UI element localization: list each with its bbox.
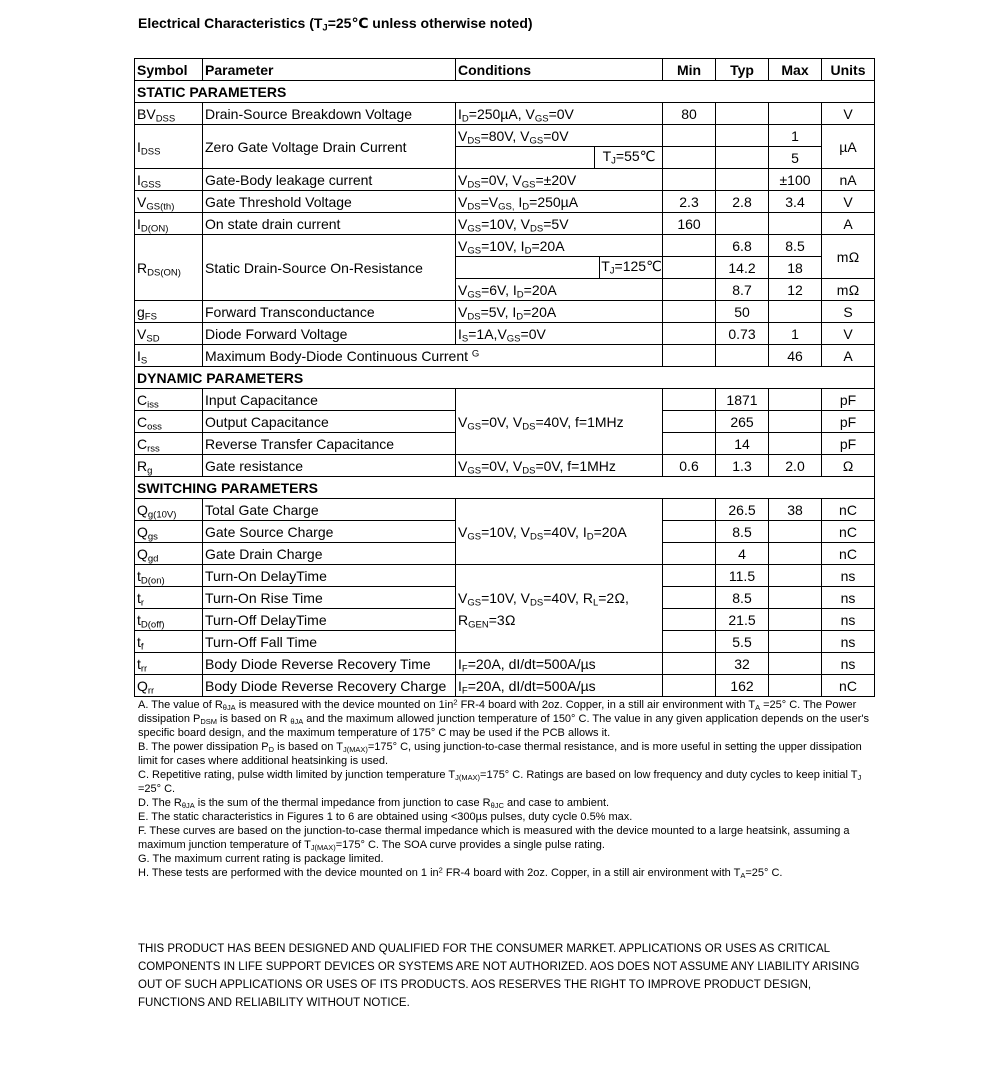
footnote: B. The power dissipation $P_D$ is based on $T_{J(MAX)}=175^\circ$ C, using junction-to-case thermal resistance, and is more useful in setting the upper dissipation limit for cases where additional heatsinking is used. xyxy=(138,741,862,767)
min-cell: 0.6 xyxy=(663,455,716,477)
table-header-row xyxy=(135,59,875,81)
typ-cell xyxy=(716,345,769,367)
conditions-cell: $V_{DS}=0V$, $V_{GS}=\pm 20V$ xyxy=(456,169,663,191)
min-cell xyxy=(663,631,716,653)
units-cell: ns xyxy=(822,653,875,675)
max-cell: 38 xyxy=(769,499,822,521)
units-cell: pF xyxy=(822,433,875,455)
table-row xyxy=(135,103,875,125)
parameter-cell: Gate resistance xyxy=(203,455,456,477)
table-row xyxy=(135,675,875,697)
symbol-cell: $BV_{DSS}$ xyxy=(135,103,203,125)
min-cell: 2.3 xyxy=(663,191,716,213)
typ-cell: 8.5 xyxy=(716,587,769,609)
conditions-cell: $V_{DS}=V_{GS,}$ $I_D=250\mu A$ xyxy=(456,191,663,213)
max-cell: 5 xyxy=(769,147,822,169)
units-cell: V xyxy=(822,103,875,125)
max-cell xyxy=(769,675,822,697)
page-title: Electrical Characteristics ($T_J=25℃$ unless otherwise noted) xyxy=(138,15,533,34)
symbol-cell: $Q_{gs}$ xyxy=(135,521,203,543)
symbol-cell: $t_f$ xyxy=(135,631,203,653)
min-cell xyxy=(663,499,716,521)
table-row xyxy=(135,653,875,675)
typ-cell: 14.2 xyxy=(716,257,769,279)
min-cell xyxy=(663,675,716,697)
typ-cell: 1.3 xyxy=(716,455,769,477)
typ-cell xyxy=(716,213,769,235)
header-max: Max xyxy=(769,59,822,81)
parameter-cell: Gate Drain Charge xyxy=(203,543,456,565)
table-row xyxy=(135,213,875,235)
conditions-cell: $I_S=1A,V_{GS}=0V$ xyxy=(456,323,663,345)
max-cell xyxy=(769,653,822,675)
typ-cell: 162 xyxy=(716,675,769,697)
units-cell: A xyxy=(822,213,875,235)
symbol-cell: $I_{D(ON)}$ xyxy=(135,213,203,235)
parameter-cell: Zero Gate Voltage Drain Current xyxy=(203,125,456,169)
table-row xyxy=(135,191,875,213)
table-row xyxy=(135,565,875,587)
footnote: H. These tests are performed with the device mounted on 1 $in^2$ FR-4 board with 2oz. Copper, in a still air environment with $T_A=25^\circ$ C. xyxy=(138,865,783,880)
max-cell: 18 xyxy=(769,257,822,279)
footnotes xyxy=(138,698,878,880)
max-cell xyxy=(769,587,822,609)
max-cell xyxy=(769,213,822,235)
units-cell: nC xyxy=(822,521,875,543)
header-symbol: Symbol xyxy=(135,59,203,81)
typ-cell: 1871 xyxy=(716,389,769,411)
parameter-cell: Reverse Transfer Capacitance xyxy=(203,433,456,455)
conditions-cell: $V_{GS}=10V$, $V_{DS}=40V$, $R_L=2Ω$, $R_{GEN}=3Ω$ xyxy=(456,565,663,653)
conditions-cell: $V_{GS}=6V$, $I_D=20A$ xyxy=(456,279,663,301)
min-cell xyxy=(663,279,716,301)
units-cell: pF xyxy=(822,389,875,411)
table-row xyxy=(135,235,875,257)
symbol-cell: $t_{D(off)}$ xyxy=(135,609,203,631)
typ-cell xyxy=(716,103,769,125)
parameter-cell: Body Diode Reverse Recovery Charge xyxy=(203,675,456,697)
min-cell xyxy=(663,147,716,169)
disclaimer: THIS PRODUCT HAS BEEN DESIGNED AND QUALIFIED FOR THE CONSUMER MARKET. APPLICATIONS OR USES AS CRITICAL COMPONENTS IN LIFE SUPPORT DEVICES OR SYSTEMS ARE NOT AUTHORIZED. AOS DOES NOT ASSUME ANY LIABILITY ARISING OUT OF SUCH APPLICATIONS OR USES OF ITS PRODUCTS. AOS RESERVES THE RIGHT TO IMPROVE PRODUCT DESIGN, FUNCTIONS AND RELIABILITY WITHOUT NOTICE. xyxy=(138,943,860,1009)
units-cell: mΩ xyxy=(822,279,875,301)
typ-cell: 265 xyxy=(716,411,769,433)
units-cell: A xyxy=(822,345,875,367)
units-cell: V xyxy=(822,323,875,345)
typ-cell: 32 xyxy=(716,653,769,675)
max-cell xyxy=(769,389,822,411)
typ-cell xyxy=(716,147,769,169)
conditions-cell: $I_F=20A$, dI/dt=500A/µs xyxy=(456,675,663,697)
table-row xyxy=(135,323,875,345)
min-cell xyxy=(663,125,716,147)
max-cell xyxy=(769,103,822,125)
typ-cell: 50 xyxy=(716,301,769,323)
symbol-cell: $I_S$ xyxy=(135,345,203,367)
units-cell: pF xyxy=(822,411,875,433)
max-cell: ±100 xyxy=(769,169,822,191)
min-cell: 160 xyxy=(663,213,716,235)
max-cell: 12 xyxy=(769,279,822,301)
min-cell xyxy=(663,169,716,191)
parameter-cell: Forward Transconductance xyxy=(203,301,456,323)
typ-cell: 26.5 xyxy=(716,499,769,521)
units-cell: nC xyxy=(822,675,875,697)
symbol-cell: $I_{DSS}$ xyxy=(135,125,203,169)
parameter-cell: Turn-On DelayTime xyxy=(203,565,456,587)
typ-cell xyxy=(716,169,769,191)
conditions-cell: $V_{GS}=10V$, $V_{DS}=40V$, $I_D=20A$ xyxy=(456,499,663,565)
typ-cell: 2.8 xyxy=(716,191,769,213)
parameter-cell: Turn-Off DelayTime xyxy=(203,609,456,631)
tj-condition: $T_J=55℃$ xyxy=(594,147,663,169)
table-row xyxy=(135,389,875,411)
symbol-cell: $C_{rss}$ xyxy=(135,433,203,455)
max-cell: 46 xyxy=(769,345,822,367)
symbol-cell: $t_r$ xyxy=(135,587,203,609)
parameter-cell: Diode Forward Voltage xyxy=(203,323,456,345)
max-cell xyxy=(769,301,822,323)
units-cell: nC xyxy=(822,499,875,521)
conditions-cell: $V_{DS}=5V$, $I_D=20A$ xyxy=(456,301,663,323)
typ-cell: 4 xyxy=(716,543,769,565)
footnote: F. These curves are based on the junction-to-case thermal impedance which is measured with the device mounted to a large heatsink, assuming a maximum junction temperature of $T_{J(MAX)}=175^\circ$ C. The SOA curve provides a single pulse rating. xyxy=(138,825,850,852)
symbol-cell: $I_{GSS}$ xyxy=(135,169,203,191)
symbol-cell: $t_{rr}$ xyxy=(135,653,203,675)
min-cell xyxy=(663,301,716,323)
parameter-cell: Output Capacitance xyxy=(203,411,456,433)
conditions-cell xyxy=(456,257,663,279)
symbol-cell: $t_{D(on)}$ xyxy=(135,565,203,587)
min-cell xyxy=(663,543,716,565)
table-row xyxy=(135,499,875,521)
units-cell: S xyxy=(822,301,875,323)
parameter-cell: Drain-Source Breakdown Voltage xyxy=(203,103,456,125)
typ-cell: 5.5 xyxy=(716,631,769,653)
parameter-cell: Gate-Body leakage current xyxy=(203,169,456,191)
units-cell: mΩ xyxy=(822,235,875,279)
table-row xyxy=(135,301,875,323)
conditions-cell: $I_F=20A$, dI/dt=500A/µs xyxy=(456,653,663,675)
max-cell: 3.4 xyxy=(769,191,822,213)
parameter-cell: Input Capacitance xyxy=(203,389,456,411)
units-cell: µA xyxy=(822,125,875,169)
symbol-cell: $Q_{gd}$ xyxy=(135,543,203,565)
table-row xyxy=(135,125,875,147)
min-cell xyxy=(663,389,716,411)
units-cell: nA xyxy=(822,169,875,191)
min-cell xyxy=(663,609,716,631)
max-cell: 2.0 xyxy=(769,455,822,477)
footnote: C. Repetitive rating, pulse width limited by junction temperature $T_{J(MAX)}=175^\circ$ C. Ratings are based on low frequency and duty cycles to keep initial $T_J =25^\circ$ C. xyxy=(138,769,862,795)
typ-cell: 6.8 xyxy=(716,235,769,257)
symbol-cell: $C_{oss}$ xyxy=(135,411,203,433)
table-row xyxy=(135,345,875,367)
typ-cell: 8.7 xyxy=(716,279,769,301)
parameter-cell: Turn-On Rise Time xyxy=(203,587,456,609)
section-static: STATIC PARAMETERS xyxy=(135,81,875,103)
min-cell xyxy=(663,411,716,433)
header-min: Min xyxy=(663,59,716,81)
section-dynamic: DYNAMIC PARAMETERS xyxy=(135,367,875,389)
units-cell: ns xyxy=(822,565,875,587)
units-cell: nC xyxy=(822,543,875,565)
typ-cell: 11.5 xyxy=(716,565,769,587)
conditions-cell: $I_D=250\mu A$, $V_{GS}=0V$ xyxy=(456,103,663,125)
typ-cell: 0.73 xyxy=(716,323,769,345)
symbol-cell: $R_{DS(ON)}$ xyxy=(135,235,203,301)
units-cell: ns xyxy=(822,609,875,631)
conditions-cell: $V_{DS}=80V$, $V_{GS}=0V$ xyxy=(456,125,663,147)
min-cell: 80 xyxy=(663,103,716,125)
min-cell xyxy=(663,323,716,345)
header-typ: Typ xyxy=(716,59,769,81)
header-parameter: Parameter xyxy=(203,59,456,81)
conditions-cell: $V_{GS}=10V$, $I_D=20A$ xyxy=(456,235,663,257)
symbol-cell: $Q_{g(10V)}$ xyxy=(135,499,203,521)
max-cell xyxy=(769,631,822,653)
header-units: Units xyxy=(822,59,875,81)
symbol-cell: $Q_{rr}$ xyxy=(135,675,203,697)
max-cell: 8.5 xyxy=(769,235,822,257)
electrical-characteristics-table xyxy=(134,58,875,697)
parameter-cell: Body Diode Reverse Recovery Time xyxy=(203,653,456,675)
header-conditions: Conditions xyxy=(456,59,663,81)
min-cell xyxy=(663,235,716,257)
min-cell xyxy=(663,565,716,587)
conditions-cell: $V_{GS}=10V$, $V_{DS}=5V$ xyxy=(456,213,663,235)
min-cell xyxy=(663,433,716,455)
min-cell xyxy=(663,587,716,609)
min-cell xyxy=(663,521,716,543)
footnote: A. The value of $R_{\theta JA}$ is measured with the device mounted on $1in^2$ FR-4 board with 2oz. Copper, in a still air environment with $T_A =25^\circ$ C. The Power dissipation $P_{DSM}$ is based on R $_{\theta JA}$ and the maximum allowed junction temperature of 150° C. The value in any given application depends on the user's specific board design, and the maximum temperature of 175° C may be used if the PCB allows it. xyxy=(138,697,870,739)
min-cell xyxy=(663,653,716,675)
max-cell xyxy=(769,609,822,631)
section-switching: SWITCHING PARAMETERS xyxy=(135,477,875,499)
conditions-cell: $V_{GS}=0V$, $V_{DS}=0V$, f=1MHz xyxy=(456,455,663,477)
conditions-cell xyxy=(456,147,663,169)
typ-cell xyxy=(716,125,769,147)
typ-cell: 21.5 xyxy=(716,609,769,631)
conditions-cell: $V_{GS}=0V$, $V_{DS}=40V$, f=1MHz xyxy=(456,389,663,455)
min-cell xyxy=(663,345,716,367)
typ-cell: 14 xyxy=(716,433,769,455)
parameter-cell: Static Drain-Source On-Resistance xyxy=(203,235,456,301)
tj-condition: $T_J=125℃$ xyxy=(599,257,663,279)
symbol-cell: $g_{FS}$ xyxy=(135,301,203,323)
parameter-cell: Turn-Off Fall Time xyxy=(203,631,456,653)
table-row xyxy=(135,455,875,477)
table-row xyxy=(135,169,875,191)
max-cell xyxy=(769,433,822,455)
units-cell: ns xyxy=(822,631,875,653)
units-cell: Ω xyxy=(822,455,875,477)
max-cell: 1 xyxy=(769,125,822,147)
units-cell: ns xyxy=(822,587,875,609)
symbol-cell: $V_{GS(th)}$ xyxy=(135,191,203,213)
footnote: D. The $R_{\theta JA}$ is the sum of the thermal impedance from junction to case $R_{\theta JC}$ and case to ambient. xyxy=(138,797,610,810)
symbol-cell: $R_g$ xyxy=(135,455,203,477)
symbol-cell: $C_{iss}$ xyxy=(135,389,203,411)
footnote: E. The static characteristics in Figures 1 to 6 are obtained using <300µs pulses, duty cycle 0.5% max. xyxy=(138,811,633,823)
symbol-cell: $V_{SD}$ xyxy=(135,323,203,345)
typ-cell: 8.5 xyxy=(716,521,769,543)
parameter-cell: Gate Source Charge xyxy=(203,521,456,543)
units-cell: V xyxy=(822,191,875,213)
max-cell xyxy=(769,521,822,543)
max-cell xyxy=(769,411,822,433)
max-cell xyxy=(769,565,822,587)
parameter-cell: Maximum Body-Diode Continuous Current $^G$ xyxy=(203,345,663,367)
max-cell xyxy=(769,543,822,565)
parameter-cell: Total Gate Charge xyxy=(203,499,456,521)
footnote: G. The maximum current rating is package limited. xyxy=(138,853,384,865)
max-cell: 1 xyxy=(769,323,822,345)
parameter-cell: On state drain current xyxy=(203,213,456,235)
min-cell xyxy=(663,257,716,279)
parameter-cell: Gate Threshold Voltage xyxy=(203,191,456,213)
